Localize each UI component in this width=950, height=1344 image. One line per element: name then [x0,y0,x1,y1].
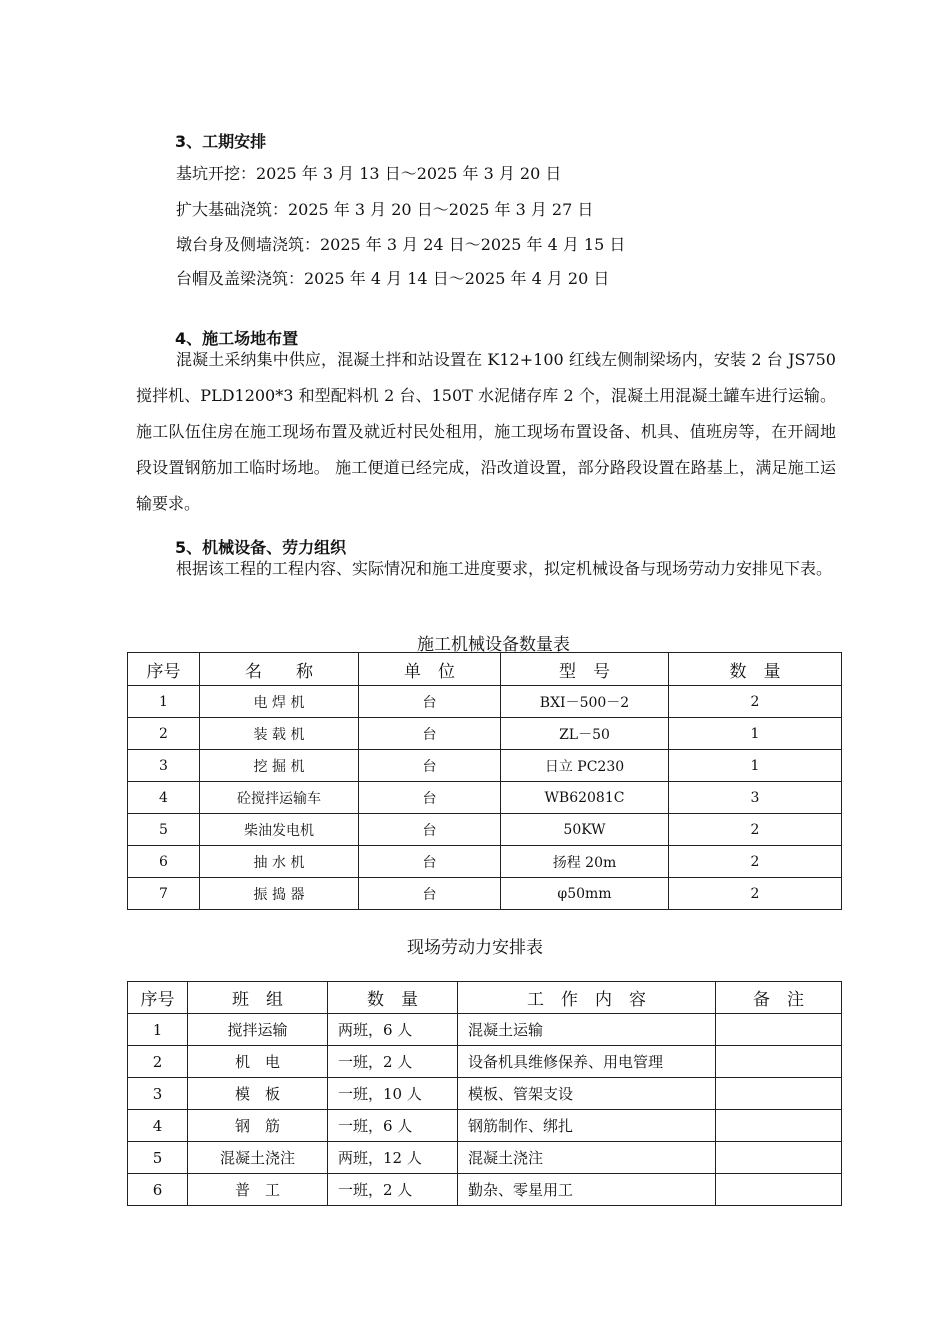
table-cell: 3 [128,1078,188,1110]
table-row [128,750,842,782]
table-cell: 搅拌运输 [188,1014,328,1046]
table-cell [716,1078,842,1110]
header-cell: 序号 [128,653,200,686]
table-cell: 一班，10 人 [328,1078,458,1110]
table-cell: 台 [359,750,501,782]
equipment-table-header [128,653,842,686]
header-cell: 单 位 [359,653,501,686]
table-cell: 混凝土浇注 [188,1142,328,1174]
table-cell: 砼搅拌运输车 [200,782,359,814]
table-cell: ZL－50 [501,718,669,750]
table-row [128,1046,842,1078]
table-cell: 3 [128,750,200,782]
table-cell: 装 载 机 [200,718,359,750]
table-row [128,1014,842,1046]
labor-table-caption: 现场劳动力安排表 [407,938,543,958]
header-cell: 数 量 [328,982,458,1014]
table-cell: 日立 PC230 [501,750,669,782]
table-cell: 钢 筋 [188,1110,328,1142]
table-cell: 台 [359,878,501,910]
table-cell [716,1142,842,1174]
equipment-table [127,652,842,910]
table-cell: 4 [128,1110,188,1142]
table-cell: 台 [359,782,501,814]
table-cell: 模板、管架支设 [458,1078,716,1110]
table-cell: 一班，2 人 [328,1046,458,1078]
header-cell: 数 量 [669,653,842,686]
table-cell: 台 [359,718,501,750]
table-cell: 抽 水 机 [200,846,359,878]
table-cell: 两班，12 人 [328,1142,458,1174]
table-cell: 设备机具维修保养、用电管理 [458,1046,716,1078]
table-cell: 机 电 [188,1046,328,1078]
table-cell: 6 [128,846,200,878]
table-cell: 振 捣 器 [200,878,359,910]
equipment-table-caption: 施工机械设备数量表 [417,635,570,655]
table-cell: 2 [669,686,842,718]
site-layout-paragraph: 混凝土采纳集中供应，混凝土拌和站设置在 K12+100 红线左侧制梁场内，安装 2 台 JS750 搅拌机、PLD1200*3 和型配料机 2 台、150T 水泥储存库 2 个，混凝土用混凝土罐车进行运输。施工队伍住房在施工现场布置及就近村民处租用，施工现场布置设备、机具、值班房等，在开阔地段设置钢筋加工临时场地。 施工便道已经完成，沿改道设置，部分路段设置在路基上，满足施工运输要求。 [136,350,836,513]
section-4-heading: 4、施工场地布置 [175,329,299,348]
table-cell: 1 [669,750,842,782]
header-cell: 备 注 [716,982,842,1014]
table-cell [716,1174,842,1206]
table-row [128,878,842,910]
table-cell: 1 [669,718,842,750]
table-cell: 电 焊 机 [200,686,359,718]
table-row [128,1078,842,1110]
header-cell: 工 作 内 容 [458,982,716,1014]
equipment-labor-paragraph: 根据该工程的工程内容、实际情况和施工进度要求，拟定机械设备与现场劳动力安排见下表。 [176,559,833,578]
schedule-line-3: 墩台身及侧墙浇筑：2025 年 3 月 24 日～2025 年 4 月 15 日 [176,235,626,254]
table-cell: 台 [359,814,501,846]
table-row [128,718,842,750]
schedule-line-4: 台帽及盖梁浇筑：2025 年 4 月 14 日～2025 年 4 月 20 日 [176,269,610,288]
table-cell: 50KW [501,814,669,846]
header-cell: 序号 [128,982,188,1014]
table-cell: 5 [128,1142,188,1174]
table-cell [716,1014,842,1046]
table-row [128,814,842,846]
table-cell: 混凝土运输 [458,1014,716,1046]
table-cell: 钢筋制作、绑扎 [458,1110,716,1142]
table-cell: 2 [669,846,842,878]
labor-table [127,981,842,1206]
table-cell [716,1110,842,1142]
schedule-line-1: 基坑开挖：2025 年 3 月 13 日～2025 年 3 月 20 日 [176,164,562,183]
table-cell: 5 [128,814,200,846]
table-cell: 普 工 [188,1174,328,1206]
table-row [128,846,842,878]
table-cell: 4 [128,782,200,814]
table-row [128,1142,842,1174]
table-cell: BXI－500－2 [501,686,669,718]
table-cell: 一班，6 人 [328,1110,458,1142]
table-cell: 勤杂、零星用工 [458,1174,716,1206]
section-3-heading: 3、工期安排 [175,132,267,151]
table-row [128,686,842,718]
table-row [128,1110,842,1142]
table-cell: 6 [128,1174,188,1206]
table-cell: WB62081C [501,782,669,814]
table-cell: 3 [669,782,842,814]
table-cell: 两班，6 人 [328,1014,458,1046]
table-cell: 台 [359,846,501,878]
table-row [128,1174,842,1206]
table-cell: 一班，2 人 [328,1174,458,1206]
table-cell: 2 [128,1046,188,1078]
table-cell: 2 [128,718,200,750]
table-cell: 2 [669,814,842,846]
schedule-line-2: 扩大基础浇筑：2025 年 3 月 20 日～2025 年 3 月 27 日 [176,200,594,219]
table-cell: 7 [128,878,200,910]
table-cell: 1 [128,686,200,718]
table-cell: 柴油发电机 [200,814,359,846]
header-cell: 名 称 [200,653,359,686]
table-row [128,782,842,814]
table-cell: 混凝土浇注 [458,1142,716,1174]
labor-table-header [128,982,842,1014]
table-cell: 2 [669,878,842,910]
table-cell: 1 [128,1014,188,1046]
header-cell: 班 组 [188,982,328,1014]
table-cell: 台 [359,686,501,718]
table-cell: 挖 掘 机 [200,750,359,782]
table-cell: φ50mm [501,878,669,910]
table-cell: 模 板 [188,1078,328,1110]
section-5-heading: 5、机械设备、劳力组织 [175,538,347,557]
table-cell [716,1046,842,1078]
table-cell: 扬程 20m [501,846,669,878]
header-cell: 型 号 [501,653,669,686]
